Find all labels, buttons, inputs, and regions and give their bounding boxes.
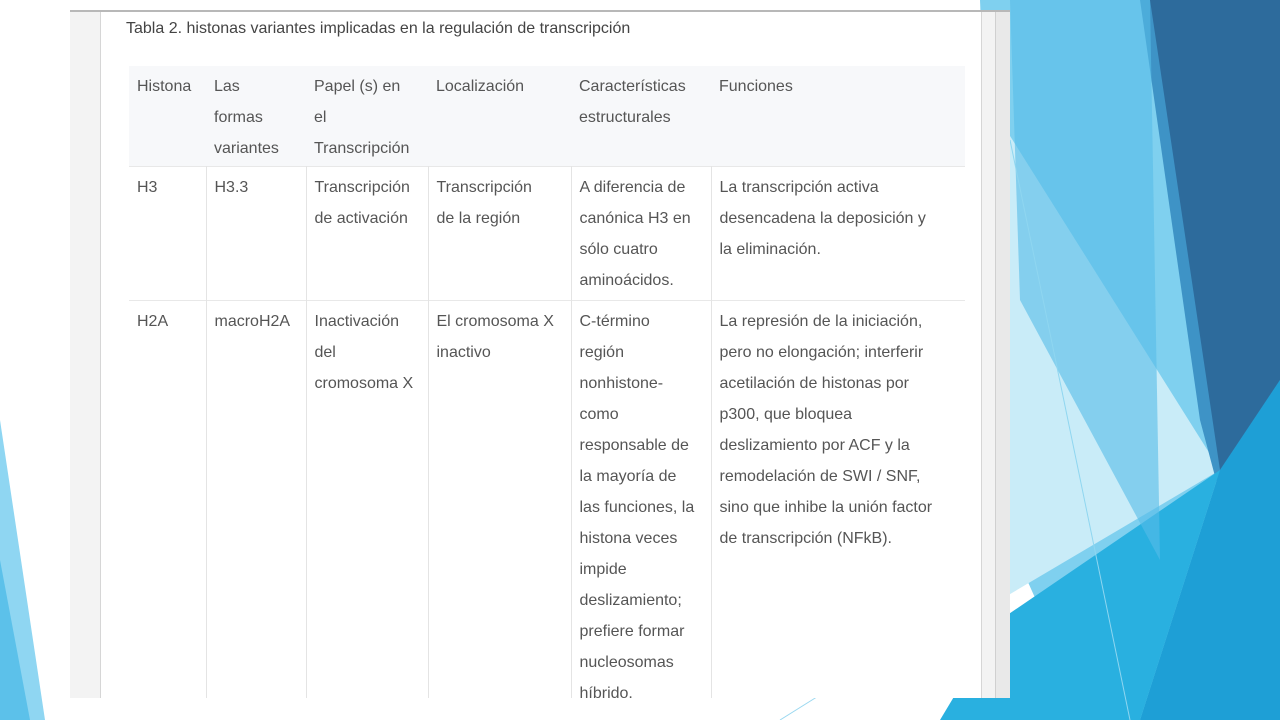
cell-funciones	[711, 167, 965, 301]
cell-line: estructurales	[579, 109, 671, 126]
cell-line: sólo cuatro	[579, 241, 658, 258]
cell-line: sino que inhibe la unión factor	[719, 499, 933, 516]
cell-line: remodelación de SWI / SNF,	[719, 468, 921, 485]
cell-line: H3	[137, 179, 158, 196]
cell-line: Funciones	[719, 78, 793, 95]
header-formas	[206, 66, 306, 167]
cell-line: Inactivación	[314, 313, 399, 330]
cell-line: deslizamiento por ACF y la	[719, 437, 910, 454]
cell-caracteristicas	[571, 301, 711, 699]
cell-line: canónica H3 en	[579, 210, 691, 227]
cell-line: de la región	[436, 210, 521, 227]
cell-line: la mayoría de	[579, 468, 677, 485]
cell-papel	[306, 301, 428, 699]
cell-line: prefiere formar	[579, 623, 685, 640]
cell-line: híbrido.	[579, 685, 633, 698]
cell-line: inactivo	[436, 344, 491, 361]
cell-line: aminoácidos.	[579, 272, 674, 289]
table-row	[129, 301, 965, 699]
cell-line: macroH2A	[214, 313, 291, 330]
cell-line: nonhistone-	[579, 375, 664, 392]
histone-variants-table	[129, 66, 965, 698]
cell-line: responsable de	[579, 437, 689, 454]
cell-line: de transcripción (NFkB).	[719, 530, 892, 547]
cell-localizacion	[428, 301, 571, 699]
cell-histona	[129, 167, 206, 301]
cell-line: cromosoma X	[314, 375, 414, 392]
cell-line: La represión de la iniciación,	[719, 313, 923, 330]
cell-line: histona veces	[579, 530, 678, 547]
table-body	[129, 167, 965, 699]
cell-line: de activación	[314, 210, 408, 227]
cell-papel	[306, 167, 428, 301]
cell-funciones	[711, 301, 965, 699]
header-caracteristicas	[571, 66, 711, 167]
cell-line: el	[314, 109, 327, 126]
header-localizacion	[428, 66, 571, 167]
header-row	[129, 66, 965, 167]
cell-line: deslizamiento;	[579, 592, 682, 609]
cell-line: A diferencia de	[579, 179, 686, 196]
header-papel	[306, 66, 428, 167]
cell-line: formas	[214, 109, 263, 126]
cell-line: región	[579, 344, 624, 361]
cell-localizacion	[428, 167, 571, 301]
cell-line: Histona	[137, 78, 192, 95]
cell-line: la eliminación.	[719, 241, 821, 258]
cell-line: pero no elongación; interferir	[719, 344, 924, 361]
cell-line: impide	[579, 561, 627, 578]
embedded-screenshot	[70, 10, 1010, 698]
cell-line: Localización	[436, 78, 525, 95]
table-caption: Tabla 2. histonas variantes implicadas en la regulación de transcripción	[126, 20, 631, 37]
cell-line: desencadena la deposición y	[719, 210, 926, 227]
cell-forma	[206, 301, 306, 699]
cell-line: como	[579, 406, 619, 423]
cell-line: Las	[214, 78, 240, 95]
cell-line: nucleosomas	[579, 654, 674, 671]
cell-line: Transcripción	[314, 179, 410, 196]
cell-caracteristicas	[571, 167, 711, 301]
scrollbar-track[interactable]	[995, 12, 1010, 698]
cell-line: H3.3	[214, 179, 249, 196]
cell-line: El cromosoma X	[436, 313, 554, 330]
table-row	[129, 167, 965, 301]
cell-line: Características	[579, 78, 686, 95]
cell-histona	[129, 301, 206, 699]
cell-line: las funciones, la	[579, 499, 695, 516]
cell-line: Transcripción	[436, 179, 532, 196]
cell-forma	[206, 167, 306, 301]
cell-line: Transcripción	[314, 140, 410, 157]
header-funciones	[711, 66, 965, 167]
cell-line: H2A	[137, 313, 169, 330]
cell-line: C-término	[579, 313, 650, 330]
cell-line: del	[314, 344, 336, 361]
cell-line: acetilación de histonas por	[719, 375, 909, 392]
cell-line: La transcripción activa	[719, 179, 879, 196]
header-histona	[129, 66, 206, 167]
bg-line-2	[780, 695, 820, 720]
cell-line: variantes	[214, 140, 279, 157]
document-panel	[100, 12, 982, 698]
table-header	[129, 66, 965, 167]
cell-line: Papel (s) en	[314, 78, 401, 95]
cell-line: p300, que bloquea	[719, 406, 853, 423]
